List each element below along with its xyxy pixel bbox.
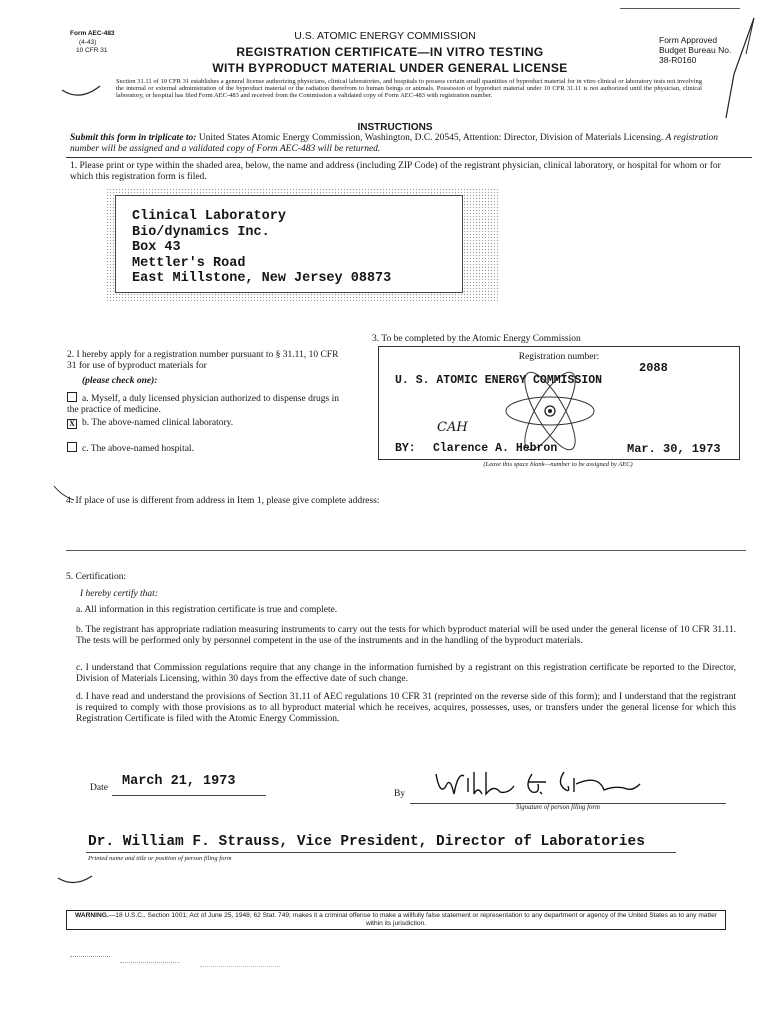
registration-number: 2088: [639, 361, 668, 375]
address-box: [115, 195, 463, 293]
certification-a: a. All information in this registration certificate is true and complete.: [76, 605, 338, 615]
address-shaded-area: [106, 188, 498, 302]
item5-lead: I hereby certify that:: [80, 589, 158, 599]
option-c-label: c. The above-named hospital.: [82, 444, 194, 454]
instructions-rule: [66, 157, 752, 158]
stamp-officer-name: Clarence A. Hebron: [433, 442, 558, 455]
aec-box-note: (Leave this space blank—number to be assigned by AEC): [483, 461, 633, 468]
margin-check-mark: [700, 14, 760, 124]
intro-paragraph: Section 31.11 of 10 CFR 31 establishes a general license authorizing physicians, clinical laboratories, and hospitals to possess certain small quantities of byproduct material for in vitro clinical or laboratory tests not involving the internal or external administration of the byproduct material or the radiation therefrom to human beings or animals. Possession of byproduct material under 10 CFR 31.11 is not authorized until the physician, clinical laboratory, or hospital has filed Form AEC-483 and received from the Commission a validated copy of Form AEC-483 with registration number.: [116, 78, 702, 100]
faint-mark-1: [70, 956, 110, 957]
option-a-label: a. Myself, a duly licensed physician authorized to dispense drugs in the practice of medicine.: [67, 394, 339, 416]
top-edge-line: [620, 8, 740, 9]
by-label: By: [394, 789, 406, 799]
date-line: [112, 795, 266, 796]
agency-name: U.S. ATOMIC ENERGY COMMISSION: [294, 30, 476, 42]
reviewer-initials: CAH: [437, 420, 468, 435]
item2-option-b: [67, 418, 347, 429]
budget-bureau: Budget Bureau No.: [659, 45, 732, 55]
form-approved: Form Approved: [659, 35, 718, 45]
stamp-agency: U. S. ATOMIC ENERGY COMMISSION: [395, 374, 603, 387]
address-line-2: Bio/dynamics Inc.: [132, 224, 270, 240]
item5-heading: 5. Certification:: [66, 572, 127, 582]
stamp-date: Mar. 30, 1973: [627, 442, 721, 456]
warning-lead: WARNING.: [75, 912, 109, 919]
item1-text: 1. Please print or type within the shaded area, below, the name and address (including ZIP Code) of the registrant physician, clinical laboratory, or hospital for whom or for which this registration form is filed.: [70, 161, 721, 183]
instructions-note: A registration number will be assigned and a validated copy of Form AEC-483 will be returned.: [70, 133, 719, 155]
printed-name[interactable]: Dr. William F. Strauss, Vice President, Director of Laboratories: [88, 834, 645, 850]
form-number: Form AEC-483: [70, 30, 115, 37]
warning-text: —18 U.S.C., Section 1001; Act of June 25, 1948; 62 Stat. 749; makes it a criminal offense to make a willfully false statement or representation to any department or agency of the United States as to any matter within its jurisdiction.: [108, 912, 718, 928]
form-title-line1: REGISTRATION CERTIFICATE—IN VITRO TESTING: [236, 45, 544, 59]
instructions-body: United States Atomic Energy Commission, Washington, D.C. 20545, Attention: Director, Division of Materials Licensing.: [196, 133, 664, 143]
instructions-text: [70, 133, 746, 155]
date-label: Date: [90, 783, 108, 793]
certification-d: d. I have read and understand the provisions of Section 31.11 of AEC regulations 10 CFR 31 (reprinted on the reverse side of this form); and I understand that the registrant is required to comply with those provisions as to all byproduct material which he receives, acquires, possesses, uses, or transfers under the general license for which this Registration Certificate is filed with the Atomic Energy Commission.: [76, 692, 736, 725]
faint-mark-3: [200, 966, 280, 967]
item2-option-c: [67, 442, 347, 455]
printed-name-caption: Printed name and title or position of person filing form: [88, 855, 232, 862]
item2-check-note: (please check one):: [82, 376, 158, 386]
item3-text: 3. To be completed by the Atomic Energy Commission: [372, 334, 581, 344]
handwritten-signature[interactable]: [428, 764, 648, 804]
item2-option-a: [67, 392, 347, 416]
certification-b: b. The registrant has appropriate radiation measuring instruments to carry out the tests for which byproduct material will be used under the general license of 10 CFR 31.11. The tests will be performed only by personnel competent in the use of the instruments and in the handling of the byproduct materials.: [76, 625, 736, 647]
certification-c: c. I understand that Commission regulations require that any change in the information furnished by a registrant on this registration certificate be reported to the Director, Division of Materials Licensing, within 30 days from the effective date of such change.: [76, 663, 736, 685]
form-date: (4-43): [79, 39, 97, 46]
form-title-line2: WITH BYPRODUCT MATERIAL UNDER GENERAL LICENSE: [212, 61, 568, 75]
registrant-address: [132, 209, 391, 287]
instructions-lead: Submit this form in triplicate to:: [70, 133, 197, 143]
address-line-5: East Millstone, New Jersey 08873: [132, 271, 392, 286]
item2-text: 2. I hereby apply for a registration number pursuant to § 31.11, 10 CFR 31 for use of byproduct materials for: [67, 350, 339, 372]
instructions-heading: INSTRUCTIONS: [357, 122, 433, 133]
stamp-by-label: BY:: [395, 442, 416, 455]
checkbox-option-c[interactable]: [67, 442, 77, 452]
aec-registration-box: [378, 346, 740, 460]
address-line-3: Box 43: [132, 240, 181, 255]
margin-scribble-lower: [56, 872, 96, 890]
address-line-4: Mettler's Road: [132, 255, 246, 271]
faint-mark-2: [120, 962, 180, 963]
checkbox-option-a[interactable]: [67, 392, 77, 402]
registration-label: Registration number:: [518, 352, 600, 362]
address-line-1: Clinical Laboratory: [132, 209, 286, 224]
cfr-reference: 10 CFR 31: [76, 47, 108, 54]
budget-number: 38-R0160: [659, 55, 697, 65]
item4-address-line[interactable]: [66, 550, 746, 551]
item4-text: 4. If place of use is different from address in Item 1, please give complete address:: [66, 496, 380, 506]
option-b-label: b. The above-named clinical laboratory.: [82, 418, 234, 428]
printed-name-line: [86, 852, 676, 853]
checkbox-option-b[interactable]: X: [67, 419, 77, 429]
signature-caption: Signature of person filing form: [516, 804, 600, 811]
margin-scribble: [60, 82, 104, 102]
warning-box: [66, 910, 726, 930]
date-value[interactable]: March 21, 1973: [122, 774, 236, 789]
